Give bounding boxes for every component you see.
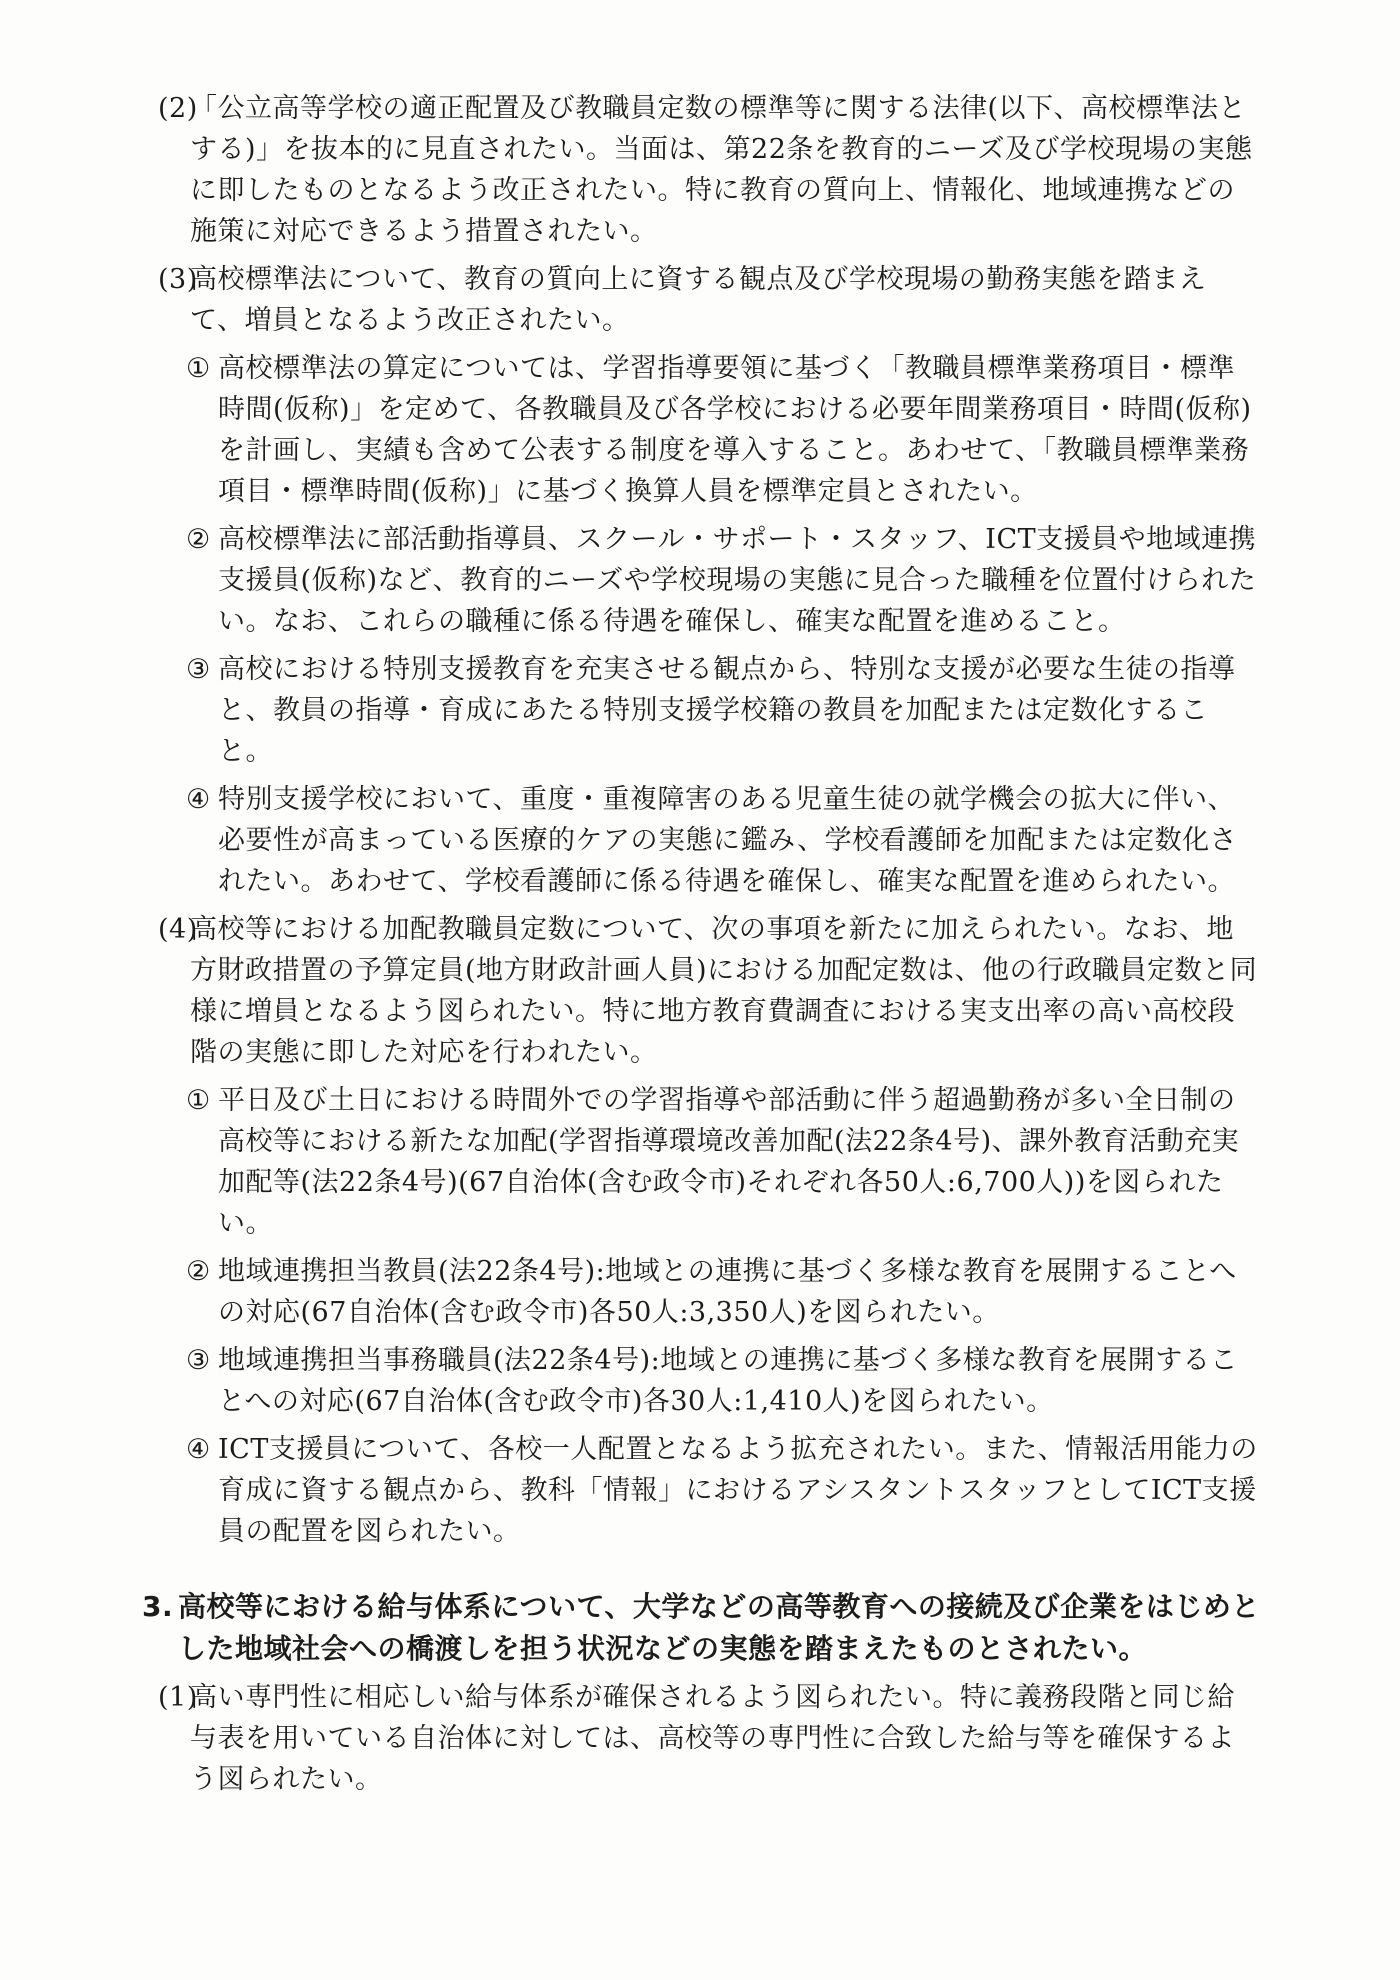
item-2-3-2 xyxy=(0,519,1260,642)
item-label: (3) xyxy=(158,264,198,295)
section-title: 高校等における給与体系について、大学などの高等教育への接続及び企業をはじめとした地域社会への橋渡しを担う状況などの実態を踏まえたものとされたい。 xyxy=(178,1590,1260,1665)
item-2-3-4 xyxy=(0,779,1260,902)
item-2-3-3 xyxy=(0,649,1260,772)
item-text: 高校標準法の算定については、学習指導要領に基づく「教職員標準業務項目・標準時間(仮称)」を定めて、各教職員及び各学校における必要年間業務項目・時間(仮称)を計画し、実績も含めて公表する制度を導入すること。あわせて、「教職員標準業務項目・標準時間(仮称)」に基づく換算人員を標準定員とされたい。 xyxy=(218,353,1252,507)
item-3-1 xyxy=(0,1677,1260,1800)
item-2-4-4 xyxy=(0,1429,1260,1552)
item-2-3 xyxy=(0,259,1260,341)
item-text: 高校標準法について、教育の質向上に資する観点及び学校現場の勤務実態を踏まえて、増員となるよう改正されたい。 xyxy=(190,264,1207,336)
item-label: ④ xyxy=(186,1434,211,1465)
document-body xyxy=(0,88,1400,1800)
item-text: 高校標準法に部活動指導員、スクール・サポート・スタッフ、ICT支援員や地域連携支援員(仮称)など、教育的ニーズや学校現場の実態に見合った職種を位置付けられたい。なお、これらの職種に係る待遇を確保し、確実な配置を進めること。 xyxy=(218,524,1257,637)
item-2-3-1 xyxy=(0,348,1260,512)
item-2-2 xyxy=(0,88,1260,252)
item-2-4-3 xyxy=(0,1340,1260,1422)
item-label: ① xyxy=(186,1085,211,1116)
item-label: ③ xyxy=(186,1345,211,1376)
item-label: (1) xyxy=(158,1682,198,1713)
section-number: 3. xyxy=(142,1590,174,1623)
item-text: 地域連携担当事務職員(法22条4号):地域との連携に基づく多様な教育を展開することへの対応(67自治体(含む政令市)各30人:1,410人)を図られたい。 xyxy=(218,1345,1238,1417)
item-text: 平日及び土日における時間外での学習指導や部活動に伴う超過勤務が多い全日制の高校等における新たな加配(学習指導環境改善加配(法22条4号)、課外教育活動充実加配等(法22条4号)(67自治体(含む政令市)それぞれ各50人:6,700人))を図られたい。 xyxy=(218,1085,1240,1239)
item-label: ③ xyxy=(186,654,211,685)
item-text: 地域連携担当教員(法22条4号):地域との連携に基づく多様な教育を展開することへの対応(67自治体(含む政令市)各50人:3,350人)を図られたい。 xyxy=(218,1256,1237,1328)
item-text: 高い専門性に相応しい給与体系が確保されるよう図られたい。特に義務段階と同じ給与表を用いている自治体に対しては、高校等の専門性に合致した給与等を確保するよう図られたい。 xyxy=(190,1682,1235,1795)
item-text: 「公立高等学校の適正配置及び教職員定数の標準等に関する法律(以下、高校標準法とする)」を抜本的に見直されたい。当面は、第22条を教育的ニーズ及び学校現場の実態に即したものとなるよう改正されたい。特に教育の質向上、情報化、地域連携などの施策に対応できるよう措置されたい。 xyxy=(190,93,1253,247)
item-2-4-2 xyxy=(0,1251,1260,1333)
item-label: ① xyxy=(186,353,211,384)
item-text: ICT支援員について、各校一人配置となるよう拡充されたい。また、情報活用能力の育成に資する観点から、教科「情報」におけるアシスタントスタッフとしてICT支援員の配置を図られたい。 xyxy=(218,1434,1258,1547)
item-2-4 xyxy=(0,909,1260,1073)
item-text: 特別支援学校において、重度・重複障害のある児童生徒の就学機会の拡大に伴い、必要性が高まっている医療的ケアの実態に鑑み、学校看護師を加配または定数化されたい。あわせて、学校看護師に係る待遇を確保し、確実な配置を進められたい。 xyxy=(218,784,1238,897)
item-label: ② xyxy=(186,1256,211,1287)
item-label: (4) xyxy=(158,914,198,945)
item-label: ② xyxy=(186,524,211,555)
item-label: ④ xyxy=(186,784,211,815)
item-text: 高校における特別支援教育を充実させる観点から、特別な支援が必要な生徒の指導と、教員の指導・育成にあたる特別支援学校籍の教員を加配または定数化すること。 xyxy=(218,654,1236,767)
item-label: (2) xyxy=(158,93,198,124)
item-text: 高校等における加配教職員定数について、次の事項を新たに加えられたい。なお、地方財政措置の予算定員(地方財政計画人員)における加配定数は、他の行政職員定数と同様に増員となるよう図られたい。特に地方教育費調査における実支出率の高い高校段階の実態に即した対応を行われたい。 xyxy=(190,914,1258,1068)
item-2-4-1 xyxy=(0,1080,1260,1244)
section-3-heading xyxy=(0,1586,1400,1670)
